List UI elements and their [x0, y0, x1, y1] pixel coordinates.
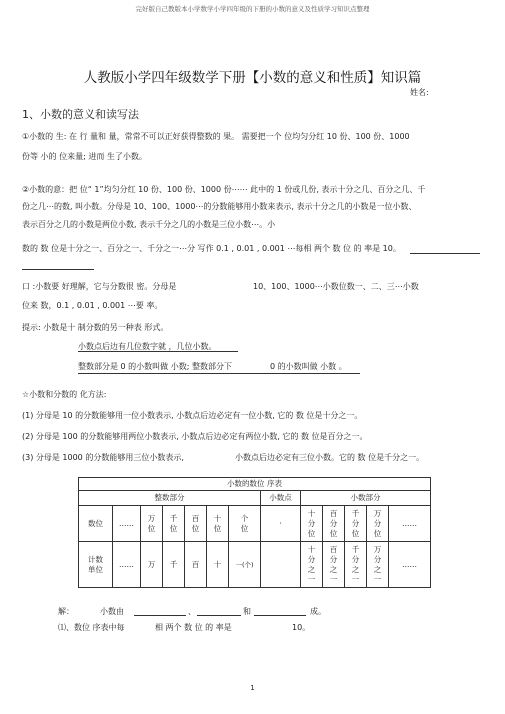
p3-line4-underline: [78, 351, 238, 352]
page-number: 1: [250, 684, 255, 692]
place-bai: 百位: [191, 513, 200, 533]
table-dots-left-2: ……: [113, 542, 141, 588]
table-title: 小数的数位 序表: [79, 478, 431, 491]
p5-and: 和: [243, 607, 251, 616]
table-group-point: 小数点: [261, 491, 301, 506]
p3-line5b: 0 的小数叫做 小数 。: [270, 362, 347, 371]
p4-line4a: (3) 分母是 1000 的分数能够用三位小数表示,: [22, 453, 184, 462]
p3-line1a: 口 :小数要 好理解，它与分数很 密。分母是: [22, 282, 177, 291]
unit-shi: 十: [207, 542, 229, 588]
place-qian: 千位: [169, 513, 178, 533]
unit-hundredths: 百分之一: [329, 544, 338, 584]
table-row-label-unit: 计数单位: [88, 554, 103, 574]
p4-line3: (2) 分母是 100 的分数能够用两位小数表示, 小数点后边必定有两位小数, 它的 数 位是百分之一。: [22, 432, 368, 441]
unit-bai: 百: [185, 542, 207, 588]
p2-line3: 表示百分之几的小数是两位小数, 表示千分之几的小数是三位小数⋯。小: [22, 220, 276, 229]
page-title: 人教版小学四年级数学下册【小数的意义和性质】知识篇: [83, 70, 422, 86]
place-hundredths: 百分位: [329, 508, 338, 538]
unit-point-empty: [261, 542, 301, 588]
unit-ge: 一(个): [229, 542, 261, 588]
unit-tenths: 十分之一: [307, 544, 316, 584]
place-tenths: 十分位: [307, 508, 316, 538]
p3-line5-underline: [78, 373, 360, 374]
table-row-label-place: 数位: [79, 506, 113, 542]
place-wan: 万位: [147, 513, 156, 533]
place-ge: 个位: [240, 513, 249, 533]
p5-compose: 成。: [310, 607, 326, 616]
p5-blank-1: [134, 615, 186, 616]
decimal-point: ·: [261, 506, 301, 542]
p5-answer-label: 解：: [58, 607, 74, 616]
table-dots-left: ……: [113, 506, 141, 542]
p2-trailing-rule: [410, 253, 480, 254]
unit-tenthousandths: 万分之一: [373, 544, 382, 584]
p5-line2b: 相 两个 数 位 的 率是: [155, 623, 232, 632]
place-shi: 十位: [213, 513, 222, 533]
p4-line4b: 小数点后边必定有三位小数。它的 数 位是千分之一。: [235, 453, 425, 462]
table-dots-right: ……: [389, 506, 431, 542]
p4-line1: ☆小数和分数的 化方法:: [22, 390, 107, 399]
page-header: 完好版自己教版本小学数学小学四年级的下册的小数的意义及性质学习知识点整理: [135, 5, 370, 13]
p5-comma: 、: [188, 607, 196, 616]
p2-line4: 数的 数 位是十分之一、百分之一、千分之一⋯分 写作 0.1 , 0.01 , 0.001 ⋯每相 两个 数 位 的 率是 10。: [22, 244, 401, 253]
unit-wan: 万: [141, 542, 163, 588]
p3-line1b: 10、100、1000⋯小数位数一、二、三⋯小数: [253, 282, 419, 291]
place-thousandths: 千分位: [351, 508, 360, 538]
p2-line2: 份之几⋯的数, 叫小数。分母是 10、100、1000⋯的分数能够用小数来表示, 表示十分之几的小数是一位小数、: [22, 202, 417, 211]
table-group-integer: 整数部分: [79, 491, 261, 506]
p3-line5a: 整数部分是 0 的小数叫做 小数; 整数部分下: [78, 362, 232, 371]
p3-line4: 小数点后边有几位数字就 ，几位小数。: [78, 342, 217, 351]
table-group-decimal: 小数部分: [301, 491, 431, 506]
p5-line2a: ⑴、数位 序表中每: [58, 623, 125, 632]
section-heading: 1、小数的意义和读写法: [22, 108, 139, 121]
p2-line1: ②小数的意：把 位“ 1”均匀分红 10 份、100 份、1000 份⋯⋯ 此中的 1 份或几份, 表示十分之几、百分之几、千: [22, 185, 426, 194]
p5-blank-3: [254, 615, 306, 616]
p1-line2: 份等 小的 位来量; 进而 生了小数。: [22, 152, 147, 161]
p5-line2c: 10。: [292, 623, 311, 632]
p5-made-of: 小数由: [100, 607, 124, 616]
p5-blank-2: [197, 615, 241, 616]
place-tenthousandths: 万分位: [373, 508, 382, 538]
separator-rule: [22, 269, 94, 270]
unit-thousandths: 千分之一: [351, 544, 360, 584]
p1-line1: ①小数的 生: 在 行 量和 量，常常不可以正好获得整数的 果。 需要把一个 位均匀分红 10 份、100 份、1000: [22, 132, 410, 141]
table-dots-right-2: ……: [389, 542, 431, 588]
unit-qian: 千: [163, 542, 185, 588]
p3-line2: 位来 数，0.1 , 0.01 , 0.001 ⋯要 率。: [22, 301, 163, 310]
place-value-table: [78, 477, 431, 588]
p3-line3: 提示: 小数是十 制分数的另一种表 形式。: [22, 323, 169, 332]
name-label: 姓名:: [410, 88, 429, 97]
p4-line2: (1) 分母是 10 的分数能够用一位小数表示, 小数点后边必定有一位小数, 它的 数 位是十分之一。: [22, 411, 363, 420]
